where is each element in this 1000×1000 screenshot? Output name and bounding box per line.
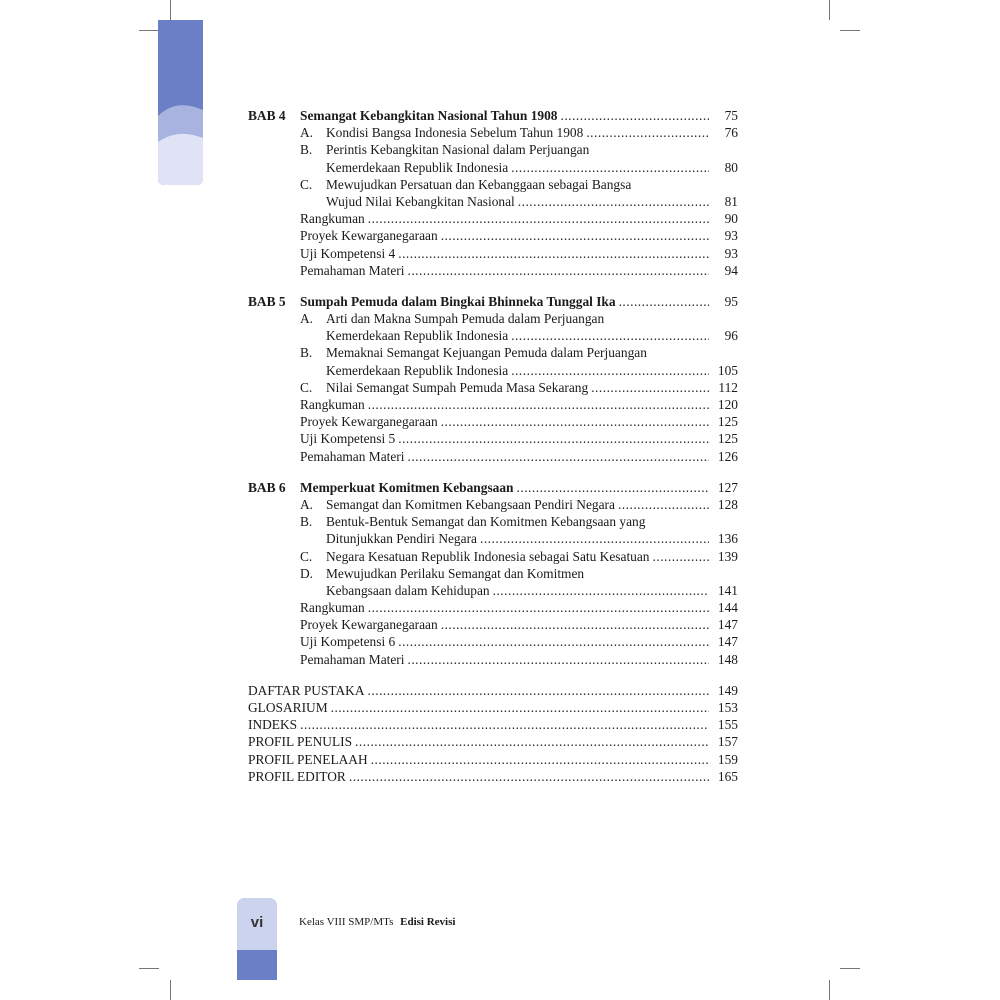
chapter-title: Memperkuat Komitmen Kebangsaan <box>300 479 514 495</box>
footer-book-info <box>299 916 455 928</box>
chapter-label: BAB 5 <box>248 293 286 309</box>
entry-title: GLOSARIUM <box>248 700 328 715</box>
entry-title: Proyek Kewarganegaraan <box>300 228 438 244</box>
entry-letter: C. <box>300 548 313 564</box>
dot-leader <box>368 682 709 699</box>
toc-extra-entry[interactable] <box>248 448 738 465</box>
dot-leader <box>560 107 709 124</box>
toc-chapter-heading[interactable] <box>248 107 738 124</box>
chapter-title: Semangat Kebangkitan Nasional Tahun 1908 <box>300 108 558 123</box>
toc-entry-continuation[interactable] <box>248 159 738 176</box>
toc-extra-entry[interactable] <box>248 430 738 447</box>
entry-title: Negara Kesatuan Republik Indonesia sebagai Satu Kesatuan <box>326 548 650 564</box>
toc-back-matter-entry[interactable] <box>248 716 738 733</box>
crop-mark <box>840 968 860 969</box>
entry-title: Memaknai Semangat Kejuangan Pemuda dalam Perjuangan <box>326 345 647 361</box>
entry-title-continued: Kemerdekaan Republik Indonesia <box>326 159 509 175</box>
toc-back-matter-entry[interactable] <box>248 751 738 768</box>
toc-entry[interactable] <box>248 344 738 361</box>
entry-title: Mewujudkan Persatuan dan Kebanggaan sebagai Bangsa <box>326 176 632 192</box>
dot-leader <box>619 293 709 310</box>
page-number: 126 <box>717 448 738 464</box>
footer-edition: Edisi Revisi <box>400 916 456 928</box>
dot-leader <box>586 124 709 141</box>
dot-leader <box>517 479 710 496</box>
crop-mark <box>170 980 171 1000</box>
entry-title: Arti dan Makna Sumpah Pemuda dalam Perjuangan <box>326 311 605 327</box>
dot-leader <box>518 193 709 210</box>
toc-entry[interactable] <box>248 548 738 565</box>
entry-title: Uji Kompetensi 5 <box>300 431 396 447</box>
chapter-tab-decoration <box>158 20 203 185</box>
crop-mark <box>170 0 171 20</box>
toc-extra-entry[interactable] <box>248 396 738 413</box>
page-number: 144 <box>717 600 738 616</box>
toc-chapter-heading[interactable] <box>248 479 738 496</box>
crop-mark <box>829 980 830 1000</box>
toc-back-matter-entry[interactable] <box>248 768 738 785</box>
toc-extra-entry[interactable] <box>248 599 738 616</box>
entry-letter: C. <box>300 379 313 395</box>
dot-leader <box>368 396 709 413</box>
dot-leader <box>480 530 709 547</box>
entry-title-continued: Ditunjukkan Pendiri Negara <box>326 531 477 547</box>
crop-mark <box>829 0 830 20</box>
entry-letter: B. <box>300 514 313 530</box>
dot-leader <box>511 159 709 176</box>
page-number: 128 <box>717 496 738 512</box>
page-number: 125 <box>717 431 738 447</box>
toc-extra-entry[interactable] <box>248 633 738 650</box>
entry-title: PROFIL PENULIS <box>248 734 353 750</box>
toc-entry-continuation[interactable] <box>248 362 738 379</box>
page-number: 76 <box>724 125 738 141</box>
page-number: 112 <box>718 379 738 395</box>
entry-title-continued: Wujud Nilai Kebangkitan Nasional <box>326 193 515 209</box>
dot-leader <box>368 210 709 227</box>
entry-title: Uji Kompetensi 4 <box>300 245 396 261</box>
page-number: 93 <box>724 245 738 261</box>
page-number: 95 <box>724 293 738 309</box>
page-number: 81 <box>724 193 738 209</box>
toc-entry[interactable] <box>248 310 738 327</box>
toc-entry-continuation[interactable] <box>248 582 738 599</box>
dot-leader <box>407 448 709 465</box>
toc-entry[interactable] <box>248 496 738 513</box>
page-number: 127 <box>717 479 738 495</box>
toc-extra-entry[interactable] <box>248 651 738 668</box>
entry-title: Kondisi Bangsa Indonesia Sebelum Tahun 1908 <box>326 125 584 141</box>
page-number: 148 <box>717 651 738 667</box>
dot-leader <box>300 716 709 733</box>
dot-leader <box>349 768 709 785</box>
toc-extra-entry[interactable] <box>248 262 738 279</box>
chapter-label: BAB 4 <box>248 108 286 123</box>
dot-leader <box>653 548 709 565</box>
footer-book-title: Kelas VIII SMP/MTs <box>299 916 394 928</box>
toc-entry-continuation[interactable] <box>248 193 738 210</box>
entry-title: Rangkuman <box>300 397 365 412</box>
page-number: 80 <box>724 159 738 175</box>
page-number: 153 <box>717 700 738 715</box>
page-number: 90 <box>724 211 738 227</box>
entry-title: Proyek Kewarganegaraan <box>300 617 438 633</box>
entry-title-continued: Kebangsaan dalam Kehidupan <box>326 582 490 598</box>
page-number: 136 <box>717 531 738 547</box>
toc-entry-continuation[interactable] <box>248 327 738 344</box>
entry-title: INDEKS <box>248 717 298 733</box>
entry-title: PROFIL PENELAAH <box>248 751 368 767</box>
toc-extra-entry[interactable] <box>248 245 738 262</box>
toc-entry[interactable] <box>248 379 738 396</box>
entry-letter: A. <box>300 125 314 141</box>
entry-title: Nilai Semangat Sumpah Pemuda Masa Sekarang <box>326 379 589 395</box>
toc-entry[interactable] <box>248 124 738 141</box>
page-number: 147 <box>717 617 738 633</box>
crop-mark <box>139 968 159 969</box>
entry-title: Proyek Kewarganegaraan <box>300 414 438 430</box>
page-number: 75 <box>724 108 738 123</box>
toc-entry-continuation[interactable] <box>248 530 738 547</box>
page-number: 120 <box>717 397 738 412</box>
entry-letter: D. <box>300 565 314 581</box>
page-number: 93 <box>724 228 738 244</box>
entry-letter: A. <box>300 311 314 327</box>
toc-extra-entry[interactable] <box>248 413 738 430</box>
entry-title: Rangkuman <box>300 600 365 616</box>
page-number: 105 <box>717 362 738 378</box>
crop-mark <box>840 30 860 31</box>
dot-leader <box>407 651 709 668</box>
dot-leader <box>371 751 709 768</box>
dot-leader <box>407 262 709 279</box>
toc-back-matter-entry[interactable] <box>248 699 738 716</box>
entry-letter: A. <box>300 496 314 512</box>
entry-letter: B. <box>300 345 313 361</box>
dot-leader <box>355 733 709 750</box>
entry-title-continued: Kemerdekaan Republik Indonesia <box>326 328 509 344</box>
toc-back-matter-entry[interactable] <box>248 733 738 750</box>
page-number: 157 <box>717 734 738 750</box>
dot-leader <box>398 633 709 650</box>
dot-leader <box>398 430 709 447</box>
entry-title: DAFTAR PUSTAKA <box>248 682 365 698</box>
page-number: 155 <box>717 717 738 733</box>
toc-back-matter-entry[interactable] <box>248 682 738 699</box>
page-number: 96 <box>724 328 738 344</box>
toc-entry[interactable] <box>248 176 738 193</box>
entry-letter: C. <box>300 176 313 192</box>
toc-entry[interactable] <box>248 141 738 158</box>
entry-title: PROFIL EDITOR <box>248 768 346 784</box>
entry-title: Bentuk-Bentuk Semangat dan Komitmen Kebangsaan yang <box>326 514 646 530</box>
entry-title-continued: Kemerdekaan Republik Indonesia <box>326 362 509 378</box>
dot-leader <box>398 245 709 262</box>
toc-entry[interactable] <box>248 513 738 530</box>
chapter-label: BAB 6 <box>248 479 286 495</box>
footer-page-number: vi <box>250 914 264 931</box>
page-number: 141 <box>717 582 738 598</box>
toc-extra-entry[interactable] <box>248 227 738 244</box>
dot-leader <box>591 379 709 396</box>
crop-mark <box>139 30 159 31</box>
entry-title: Pemahaman Materi <box>300 448 405 464</box>
dot-leader <box>331 699 709 716</box>
page-number: 139 <box>717 548 738 564</box>
page-number: 149 <box>717 682 738 698</box>
page-number: 147 <box>717 634 738 650</box>
dot-leader <box>368 599 709 616</box>
dot-leader <box>511 327 709 344</box>
toc-extra-entry[interactable] <box>248 616 738 633</box>
entry-letter: B. <box>300 142 313 158</box>
entry-title: Semangat dan Komitmen Kebangsaan Pendiri Negara <box>326 496 615 512</box>
entry-title: Pemahaman Materi <box>300 651 405 667</box>
page-number: 125 <box>717 414 738 430</box>
dot-leader <box>441 227 709 244</box>
toc-chapter-heading[interactable] <box>248 293 738 310</box>
dot-leader <box>441 616 709 633</box>
toc-extra-entry[interactable] <box>248 210 738 227</box>
entry-title: Mewujudkan Perilaku Semangat dan Komitmen <box>326 565 585 581</box>
entry-title: Perintis Kebangkitan Nasional dalam Perjuangan <box>326 142 590 158</box>
page-number: 159 <box>717 751 738 767</box>
entry-title: Rangkuman <box>300 211 365 227</box>
table-of-contents <box>248 107 738 785</box>
entry-title: Pemahaman Materi <box>300 262 405 278</box>
toc-entry[interactable] <box>248 565 738 582</box>
wave-decoration-icon <box>158 20 203 185</box>
page-number: 94 <box>724 262 738 278</box>
entry-title: Uji Kompetensi 6 <box>300 634 396 650</box>
footer-page-tab <box>237 898 277 980</box>
dot-leader <box>441 413 709 430</box>
dot-leader <box>493 582 709 599</box>
dot-leader <box>618 496 709 513</box>
chapter-title: Sumpah Pemuda dalam Bingkai Bhinneka Tunggal Ika <box>300 293 616 309</box>
dot-leader <box>511 362 709 379</box>
page-number: 165 <box>717 768 738 784</box>
